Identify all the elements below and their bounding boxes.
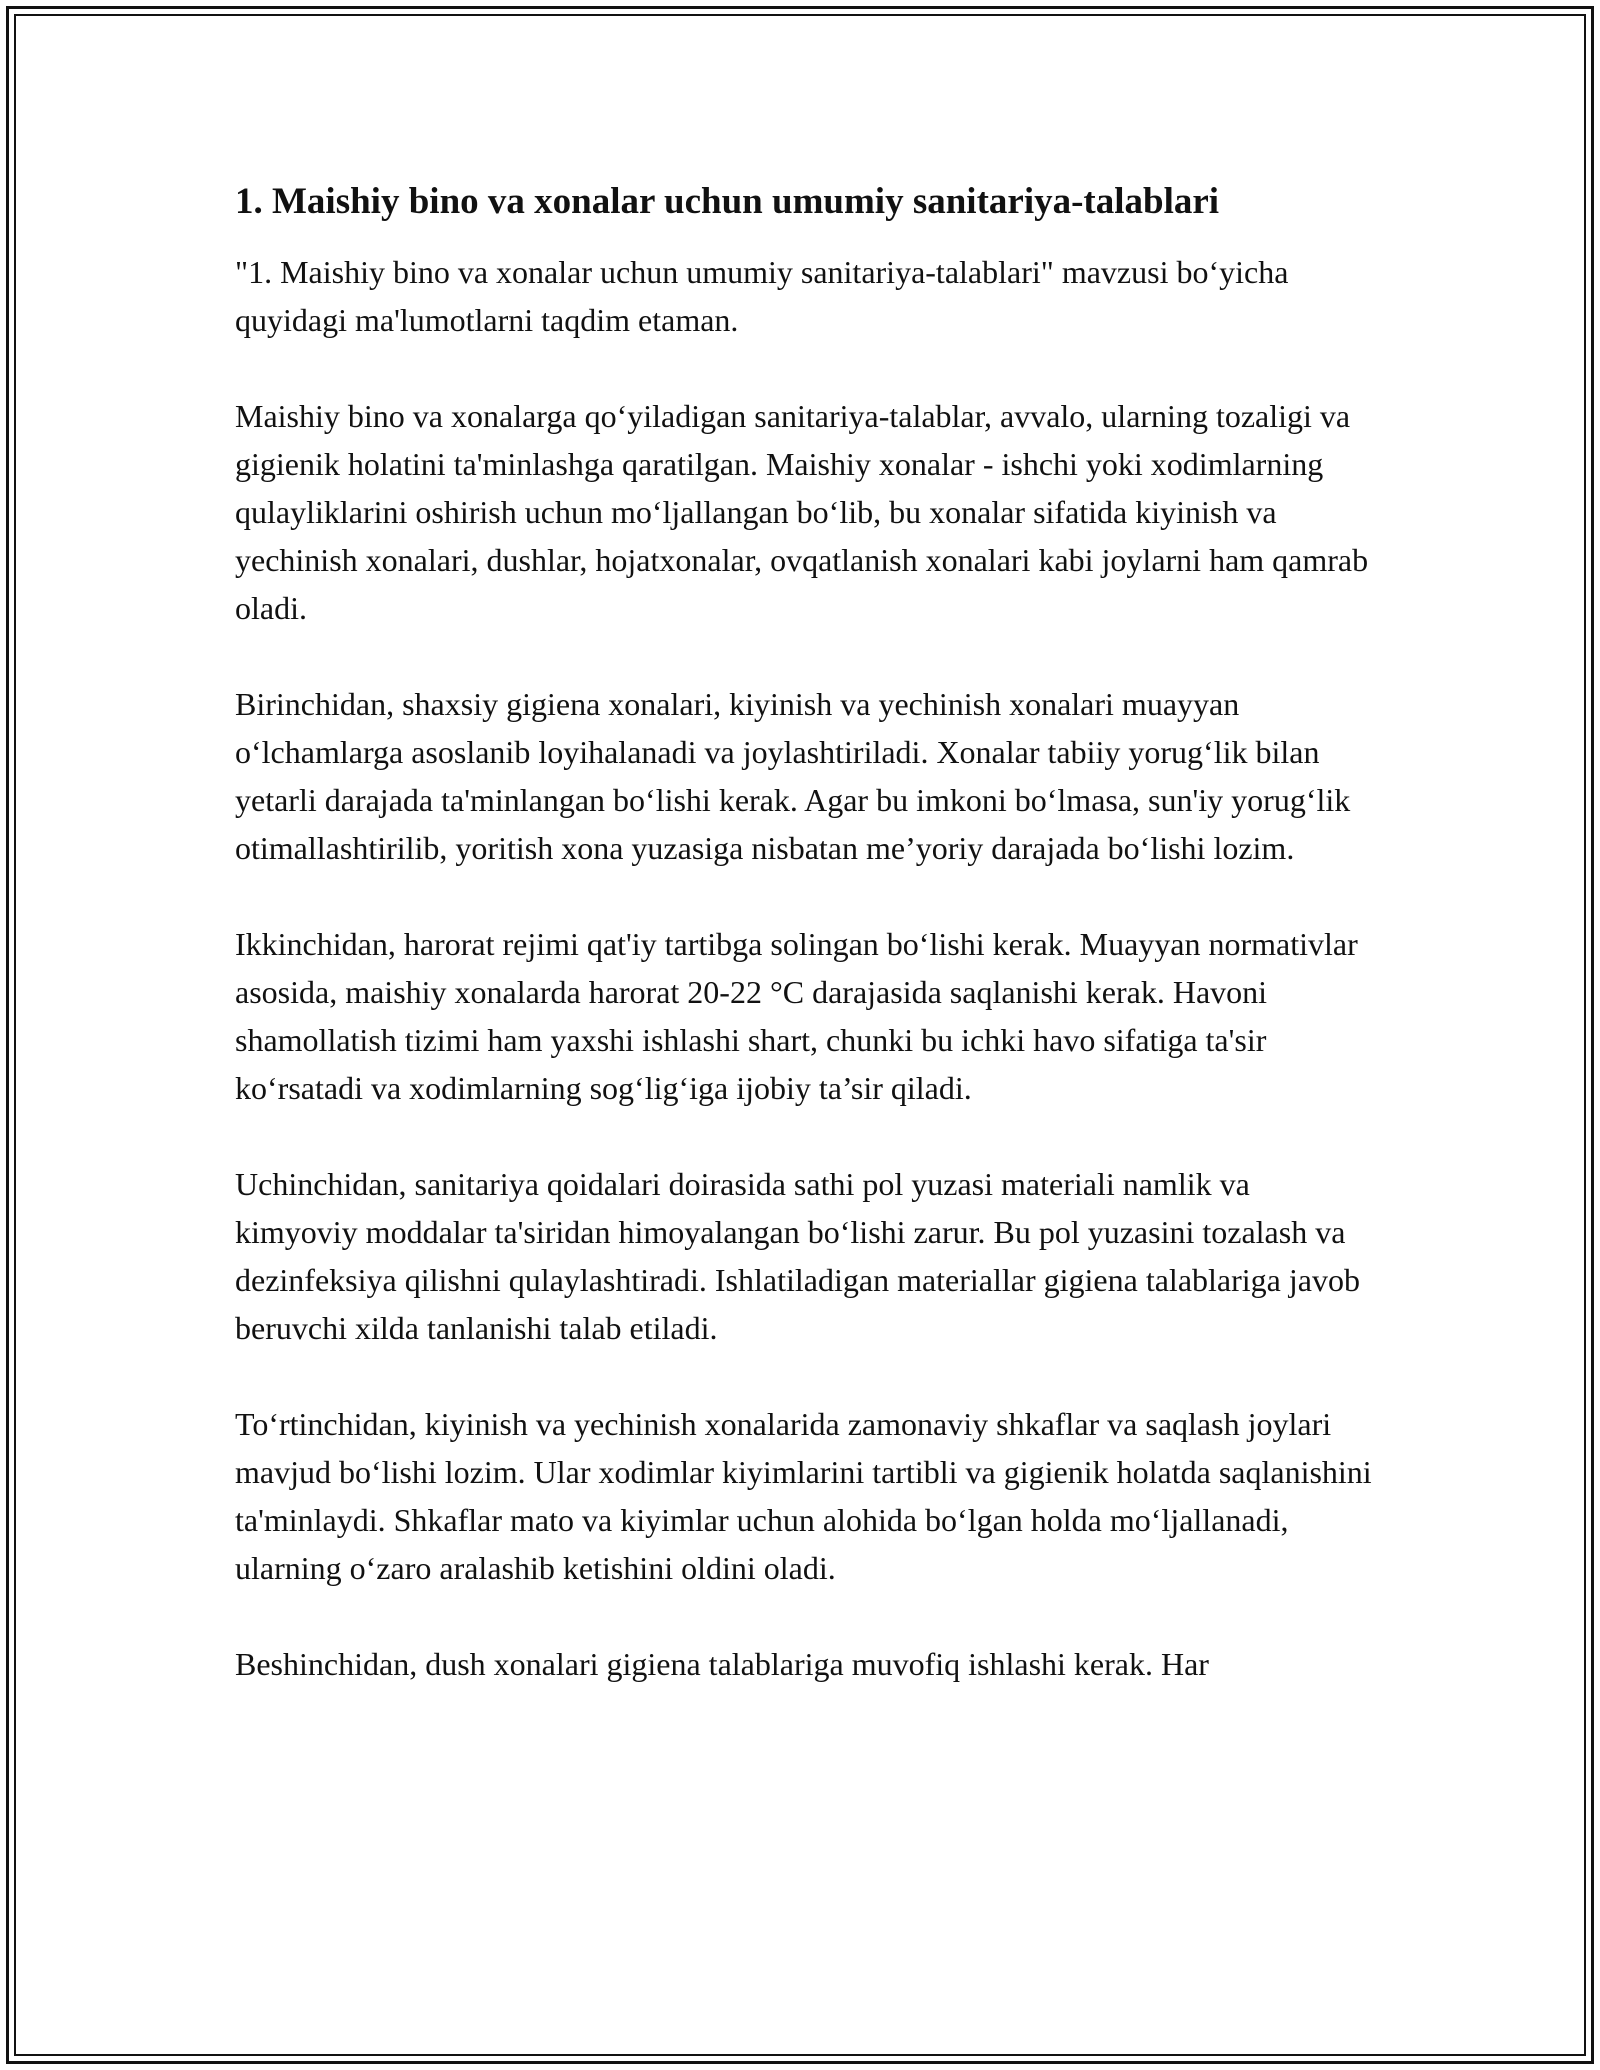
paragraph-second: Ikkinchidan, harorat rejimi qat'iy tartibga solingan bo‘lishi kerak. Muayyan normativlar asosida, maishiy xonalarda harorat 20-22 °C darajasida saqlanishi kerak. Havoni shamollatish tizimi ham yaxshi ishlashi shart, chunki bu ichki havo sifatiga ta'sir ko‘rsatadi va xodimlarning sog‘lig‘iga ijobiy ta’sir qiladi. bbox=[235, 926, 1358, 1107]
paragraph-overview: Maishiy bino va xonalarga qo‘yiladigan sanitariya-talablar, avvalo, ularning tozaligi va gigienik holatini ta'minlashga qaratilgan. Maishiy xonalar - ishchi yoki xodimlarning qulayliklarini oshirish uchun mo‘ljallangan bo‘lib, bu xonalar sifatida kiyinish va yechinish xonalari, dushlar, hojatxonalar, ovqatlanish xonalari kabi joylarni ham qamrab oladi. bbox=[235, 398, 1369, 627]
document-body bbox=[235, 178, 1375, 1736]
paragraph-fourth: To‘rtinchidan, kiyinish va yechinish xonalarida zamonaviy shkaflar va saqlash joylari mavjud bo‘lishi lozim. Ular xodimlar kiyimlarini tartibli va gigienik holatda saqlanishini ta'minlaydi. Shkaflar mato va kiyimlar uchun alohida bo‘lgan holda mo‘ljallanadi, ularning o‘zaro aralashib ketishini oldini oladi. bbox=[235, 1406, 1372, 1587]
paragraph-third: Uchinchidan, sanitariya qoidalari doirasida sathi pol yuzasi materiali namlik va kimyoviy moddalar ta'siridan himoyalangan bo‘lishi zarur. Bu pol yuzasini tozalash va dezinfeksiya qilishni qulaylashtiradi. Ishlatiladigan materiallar gigiena talablariga javob beruvchi xilda tanlanishi talab etiladi. bbox=[235, 1166, 1360, 1347]
paragraph-fifth: Beshinchidan, dush xonalari gigiena talablariga muvofiq ishlashi kerak. Har bbox=[235, 1646, 1209, 1683]
paragraph-intro: "1. Maishiy bino va xonalar uchun umumiy sanitariya-talablari" mavzusi bo‘yicha quyidagi ma'lumotlarni taqdim etaman. bbox=[235, 254, 1289, 339]
paragraph-first: Birinchidan, shaxsiy gigiena xonalari, kiyinish va yechinish xonalari muayyan o‘lchamlarga asoslanib loyihalanadi va joylashtiriladi. Xonalar tabiiy yorug‘lik bilan yetarli darajada ta'minlangan bo‘lishi kerak. Agar bu imkoni bo‘lmasa, sun'iy yorug‘lik otimallashtirilib, yoritish xona yuzasiga nisbatan me’yoriy darajada bo‘lishi lozim. bbox=[235, 686, 1351, 867]
document-title: 1. Maishiy bino va xonalar uchun umumiy sanitariya-talablari bbox=[235, 181, 1220, 222]
